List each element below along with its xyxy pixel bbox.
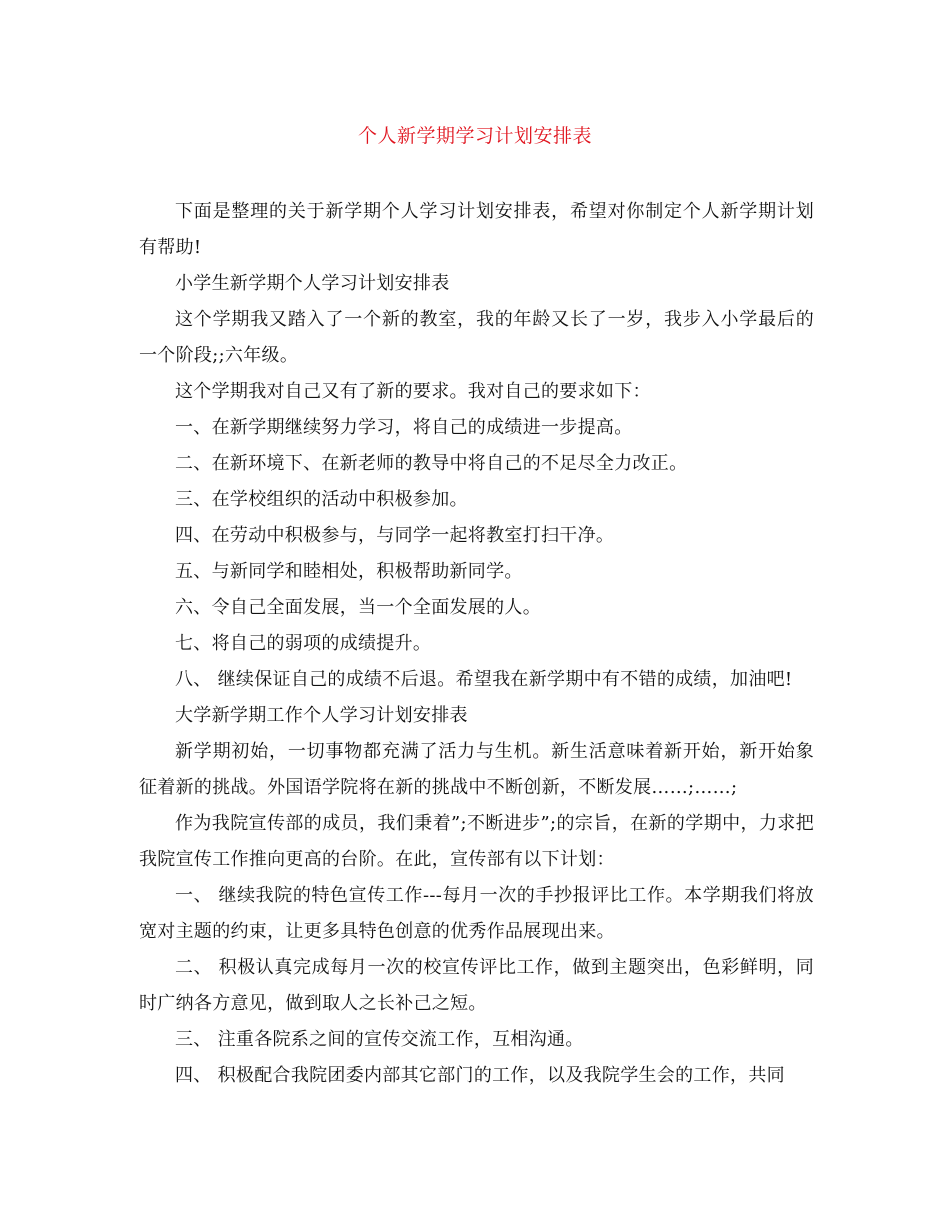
list-item: 一、 继续我院的特色宣传工作---每月一次的手抄报评比工作。本学期我们将放宽对主题的约束，让更多具特色创意的优秀作品展现出来。	[139, 885, 814, 942]
list-item: 一、在新学期继续努力学习，将自己的成绩进一步提高。	[175, 417, 633, 438]
list-item: 八、 继续保证自己的成绩不后退。希望我在新学期中有不错的成绩，加油吧!	[175, 669, 793, 690]
list-item: 三、在学校组织的活动中积极参加。	[175, 489, 468, 510]
list-item: 四、在劳动中积极参与，与同学一起将教室打扫干净。	[175, 525, 615, 546]
list-item: 三、 注重各院系之间的宣传交流工作，互相沟通。	[175, 1029, 584, 1050]
list-item: 五、与新同学和睦相处，积极帮助新同学。	[175, 561, 523, 582]
paragraph: 作为我院宣传部的成员，我们秉着”;不断进步”;的宗旨，在新的学期中，力求把我院宣传工作推向更高的台阶。在此，宣传部有以下计划：	[139, 813, 814, 870]
list-item: 六、令自己全面发展，当一个全面发展的人。	[175, 597, 541, 618]
list-item: 二、在新环境下、在新老师的教导中将自己的不足尽全力改正。	[175, 453, 688, 474]
paragraph: 这个学期我又踏入了一个新的教室，我的年龄又长了一岁，我步入小学最后的一个阶段;;六年级。	[139, 309, 814, 366]
document-title: 个人新学期学习计划安排表	[357, 125, 592, 147]
paragraph-intro: 下面是整理的关于新学期个人学习计划安排表，希望对你制定个人新学期计划有帮助!	[139, 201, 814, 258]
paragraph: 这个学期我对自己又有了新的要求。我对自己的要求如下：	[175, 381, 651, 402]
section-heading-university: 大学新学期工作个人学习计划安排表	[175, 705, 468, 726]
list-item: 二、 积极认真完成每月一次的校宣传评比工作，做到主题突出，色彩鲜明，同时广纳各方意见，做到取人之长补己之短。	[139, 957, 814, 1014]
paragraph: 新学期初始，一切事物都充满了活力与生机。新生活意味着新开始，新开始象征着新的挑战。外国语学院将在新的挑战中不断创新，不断发展……;……;	[139, 741, 814, 798]
list-item: 四、 积极配合我院团委内部其它部门的工作，以及我院学生会的工作，共同	[175, 1065, 785, 1086]
list-item: 七、将自己的弱项的成绩提升。	[175, 633, 432, 654]
document-body	[139, 194, 814, 1094]
section-heading-primary: 小学生新学期个人学习计划安排表	[175, 273, 450, 294]
